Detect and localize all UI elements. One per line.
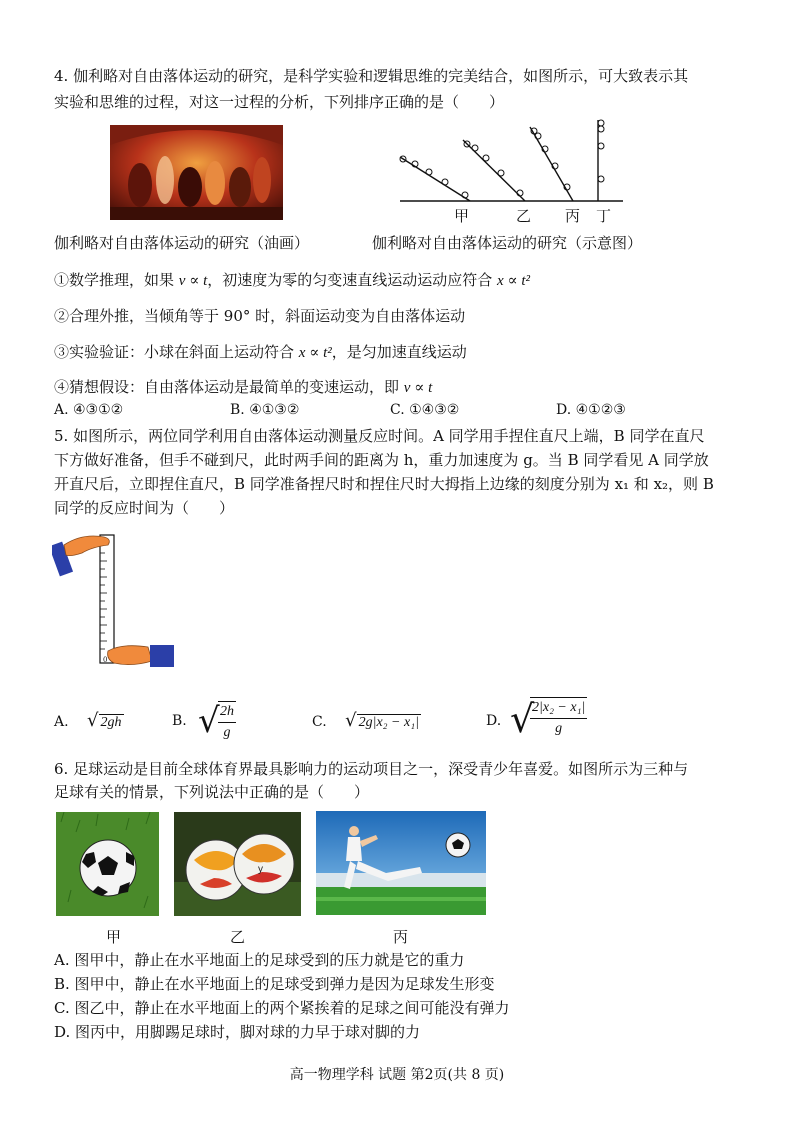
q4-item3-post: ，是匀加速直线运动 — [331, 343, 467, 361]
diagram-label-bing: 丙 — [565, 207, 581, 225]
q5-line3: 开直尺后，立即捏住直尺，B 同学准备捏尺时和捏住尺时大拇指上边缘的刻度分别为 x₁ 和 x₂，则 B — [54, 475, 714, 493]
q6-option-b[interactable]: B. 图甲中，静止在水平地面上的足球受到弹力是因为足球发生形变 — [54, 975, 495, 993]
diagram-label-jia: 甲 — [454, 207, 470, 225]
q5-option-b-den: g — [223, 725, 231, 740]
q4-item1-mid: ，初速度为零的匀变速直线运动运动应符合 — [207, 271, 498, 289]
q5-line2: 下方做好准备，但手不碰到尺，此时两手间的距离为 h，重力加速度为 g。当 B 同学看见 A 同学放 — [54, 451, 709, 469]
q5-option-a-label: A. — [54, 714, 69, 730]
q6-line2: 足球有关的情景，下列说法中正确的是（ ） — [54, 783, 370, 801]
image-label-jia: 甲 — [106, 928, 122, 946]
q5-option-d-fraction — [530, 697, 587, 739]
diagram-label-ding: 丁 — [596, 207, 612, 225]
page-footer: 高一物理学科 试题 第2页(共 8 页) — [289, 1067, 505, 1083]
q5-line1: 5. 如图所示，两位同学利用自由落体运动测量反应时间。A 同学用手捏住直尺上端，B 同学在直尺 — [54, 427, 705, 445]
q4-item4-math: v ∝ t — [403, 380, 433, 396]
q5-option-a[interactable]: A. √ 2gh — [54, 710, 122, 731]
q4-item1 — [54, 270, 530, 291]
q4-option-d[interactable]: D. ④①②③ — [556, 402, 626, 418]
q5-option-b-fraction — [218, 701, 236, 743]
q6-option-a[interactable]: A. 图甲中，静止在水平地面上的足球受到的压力就是它的重力 — [54, 951, 465, 969]
q4-item4-pre: ④猜想假设：自由落体运动是最简单的变速运动，即 — [54, 378, 404, 396]
q5-option-c[interactable]: C. √ 2g|x₂ − x₁| — [312, 710, 419, 731]
q4-item2: ②合理外推，当倾角等于 90° 时，斜面运动变为自由落体运动 — [54, 307, 466, 325]
q4-stem-line2: 实验和思维的过程，对这一过程的分析，下列排序正确的是（ ） — [54, 93, 505, 111]
image-label-bing: 丙 — [393, 928, 409, 946]
caption-oil-painting: 伽利略对自由落体运动的研究（油画） — [54, 234, 310, 252]
q4-option-b[interactable]: B. ④①③② — [230, 402, 300, 418]
q4-item1-math1: v ∝ t — [178, 273, 208, 289]
q5-option-c-label: C. — [312, 714, 327, 730]
player-kicking-photo — [316, 811, 486, 915]
q4-item3 — [54, 342, 467, 363]
q6-line1: 6. 足球运动是目前全球体育界最具影响力的运动项目之一，深受青少年喜爱。如图所示为三种与 — [54, 760, 689, 778]
q4-item3-pre: ③实验验证：小球在斜面上运动符合 — [54, 343, 299, 361]
svg-text:y: y — [258, 864, 263, 875]
ruler-zero-mark: 0 — [103, 656, 108, 664]
q4-option-c[interactable]: C. ①④③② — [390, 402, 460, 418]
incline-diagram — [395, 115, 625, 210]
q5-option-a-expr: 2gh — [100, 715, 122, 730]
q6-option-c[interactable]: C. 图乙中，静止在水平地面上的两个紧挨着的足球之间可能没有弹力 — [54, 999, 510, 1017]
q5-option-c-expr: 2g|x₂ − x₁| — [358, 715, 419, 730]
q4-item1-math2: x ∝ t² — [497, 273, 531, 289]
football-on-grass-photo — [56, 812, 159, 916]
two-footballs-photo — [174, 812, 301, 916]
q4-stem-line1: 4. 伽利略对自由落体运动的研究，是科学实验和逻辑思维的完美结合，如图所示，可大致表示其 — [54, 67, 689, 85]
diagram-label-yi: 乙 — [516, 207, 532, 225]
q6-option-d[interactable]: D. 图丙中，用脚踢足球时，脚对球的力早于球对脚的力 — [54, 1023, 421, 1041]
q5-option-d-num: 2|x₂ − x₁| — [530, 698, 587, 719]
image-label-yi: 乙 — [230, 928, 246, 946]
q4-item1-pre: ①数学推理，如果 — [54, 271, 179, 289]
caption-diagram: 伽利略对自由落体运动的研究（示意图） — [372, 234, 643, 252]
ruler-hands-figure — [52, 527, 182, 677]
q5-option-b-label: B. — [172, 713, 187, 729]
q4-item4 — [54, 377, 432, 398]
q4-option-a[interactable]: A. ④③①② — [54, 402, 124, 418]
q5-option-d-label: D. — [486, 713, 502, 729]
q4-item3-math: x ∝ t² — [298, 345, 332, 361]
q5-option-b-num: 2h — [218, 702, 236, 723]
galileo-oil-painting — [110, 125, 283, 220]
q5-option-d-den: g — [555, 721, 563, 736]
q5-line4: 同学的反应时间为（ ） — [54, 499, 235, 517]
